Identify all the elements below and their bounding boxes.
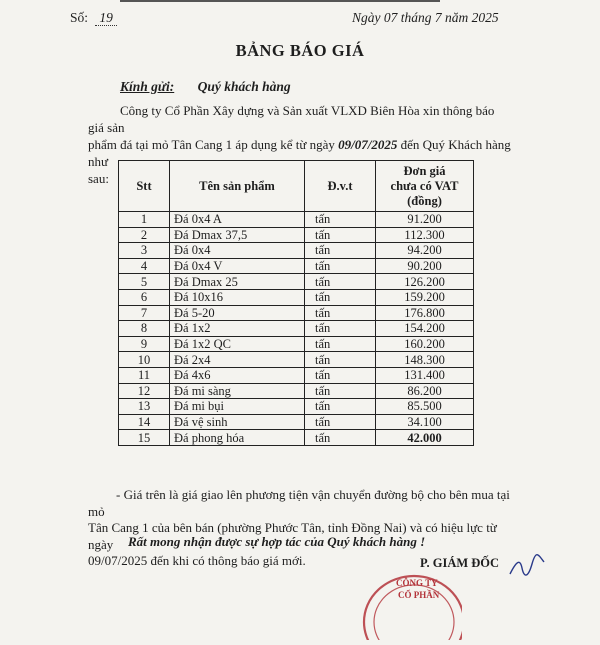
cell-price: 131.400 [376,367,474,383]
stamp-text-line-2: CỔ PHẦN [398,590,440,600]
cell-unit: tấn [305,414,376,430]
intro-text-a: phẩm đá tại mỏ Tân Cang 1 áp dụng kể từ ngày [88,137,339,152]
cell-stt: 2 [119,227,170,243]
cell-product-name: Đá 1x2 QC [170,336,305,352]
page-title: BẢNG BÁO GIÁ [235,41,365,60]
header-unit: Đ.v.t [305,161,376,212]
cell-stt: 6 [119,289,170,305]
cell-product-name: Đá 0x4 A [170,212,305,228]
table-row [119,305,474,321]
cell-unit: tấn [305,321,376,337]
header-product-name: Tên sản phẩm [170,161,305,212]
cell-unit: tấn [305,305,376,321]
cell-price: 42.000 [376,430,474,446]
header-price-line-1: Đơn giá [403,163,446,178]
table-row [119,352,474,368]
document-date: Ngày 07 tháng 7 năm 2025 [352,10,499,25]
table-row [119,336,474,352]
intro-line-1: Công ty Cổ Phần Xây dựng và Sản xuất VLXD Biên Hòa xin thông báo giá sản [88,103,495,135]
cell-unit: tấn [305,352,376,368]
cell-stt: 4 [119,258,170,274]
intro-line-3: sau: [88,171,109,186]
greeting-label: Kính gửi: [120,79,175,94]
stamp-circle-graphic [352,560,462,640]
cell-price: 160.200 [376,336,474,352]
cell-product-name: Đá Dmax 25 [170,274,305,290]
cell-stt: 10 [119,352,170,368]
greeting-recipient: Quý khách hàng [197,79,291,94]
cell-unit: tấn [305,430,376,446]
cell-unit: tấn [305,399,376,415]
cell-unit: tấn [305,258,376,274]
intro-text-b: đến Quý Khách hàng như [88,137,511,169]
signature-title: P. GIÁM ĐỐC [420,556,500,570]
table-row [119,243,474,259]
cell-product-name: Đá 4x6 [170,367,305,383]
cell-stt: 3 [119,243,170,259]
cell-price: 176.800 [376,305,474,321]
cell-unit: tấn [305,227,376,243]
cell-product-name: Đá mi bụi [170,399,305,415]
cell-stt: 7 [119,305,170,321]
stamp-text-line-1: CÔNG TY [396,578,438,588]
document-number-label: Số: [70,10,89,25]
closing-remark: Rất mong nhận được sự hợp tác của Quý khách hàng ! [128,534,426,549]
cell-unit: tấn [305,367,376,383]
cell-product-name: Đá mi sàng [170,383,305,399]
cell-product-name: Đá Dmax 37,5 [170,227,305,243]
cell-stt: 11 [119,367,170,383]
cell-price: 34.100 [376,414,474,430]
table-row [119,399,474,415]
table-row [119,274,474,290]
company-stamp [352,560,462,640]
cell-stt: 8 [119,321,170,337]
cell-unit: tấn [305,383,376,399]
cell-price: 112.300 [376,227,474,243]
cell-unit: tấn [305,289,376,305]
greeting [120,79,291,95]
document-number [70,10,117,26]
table-row [119,212,474,228]
cell-stt: 1 [119,212,170,228]
cell-price: 86.200 [376,383,474,399]
table-header-row [119,161,474,212]
document-number-value: 19 [95,10,117,26]
cell-price: 148.300 [376,352,474,368]
cell-product-name: Đá phong hóa [170,430,305,446]
cell-price: 94.200 [376,243,474,259]
header-price-line-3: (đồng) [407,193,442,208]
header-stt: Stt [119,161,170,212]
table-row [119,414,474,430]
table-row [119,227,474,243]
cell-product-name: Đá 0x4 [170,243,305,259]
table-row [119,321,474,337]
cell-product-name: Đá vệ sinh [170,414,305,430]
note-line-3: 09/07/2025 đến khi có thông báo giá mới. [88,553,306,568]
cell-product-name: Đá 0x4 V [170,258,305,274]
cell-price: 91.200 [376,212,474,228]
header-price-line-2: chưa có VAT [390,178,459,193]
intro-effective-date: 09/07/2025 [338,137,398,152]
cell-stt: 14 [119,414,170,430]
table-row [119,289,474,305]
table-row [119,367,474,383]
cell-stt: 5 [119,274,170,290]
note-line-1: - Giá trên là giá giao lên phương tiện vận chuyển đường bộ cho bên mua tại mỏ [88,487,510,519]
table-row [119,383,474,399]
handwritten-signature-mark [508,552,548,582]
cell-product-name: Đá 1x2 [170,321,305,337]
cell-stt: 13 [119,399,170,415]
cell-unit: tấn [305,274,376,290]
cell-price: 85.500 [376,399,474,415]
cell-product-name: Đá 10x16 [170,289,305,305]
table-row [119,430,474,446]
top-divider [120,0,440,2]
table-row [119,258,474,274]
cell-price: 154.200 [376,321,474,337]
cell-stt: 15 [119,430,170,446]
cell-unit: tấn [305,212,376,228]
cell-unit: tấn [305,243,376,259]
cell-price: 159.200 [376,289,474,305]
price-table [118,160,474,446]
note-line-2: Tân Cang 1 của bên bán (phường Phước Tân, tỉnh Đồng Nai) và có hiệu lực từ ngày [88,520,497,552]
cell-price: 90.200 [376,258,474,274]
cell-stt: 12 [119,383,170,399]
cell-unit: tấn [305,336,376,352]
cell-product-name: Đá 2x4 [170,352,305,368]
header-price [376,161,474,212]
cell-price: 126.200 [376,274,474,290]
cell-stt: 9 [119,336,170,352]
cell-product-name: Đá 5-20 [170,305,305,321]
